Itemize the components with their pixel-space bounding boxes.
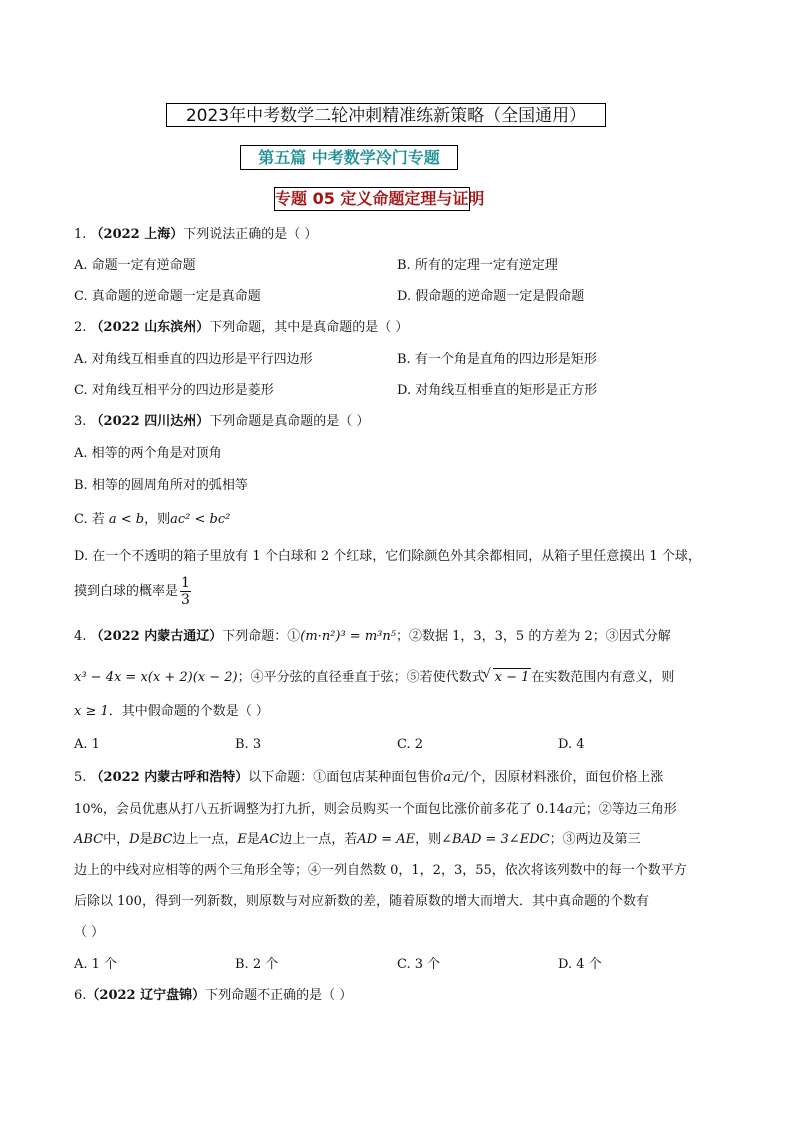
math-expression: AD = AE: [357, 832, 416, 847]
q5-option-d: D. 4 个: [558, 957, 602, 972]
part-title: 第五篇 中考数学冷门专题: [240, 145, 458, 170]
question-5-line-1: [74, 769, 663, 787]
math-expression: (m·n²)³ = m³n⁵: [300, 629, 396, 644]
q5-option-b: B. 2 个: [235, 957, 279, 972]
q1-option-c: C. 真命题的逆命题一定是真命题: [74, 289, 261, 304]
question-text: ；④平分弦的直径垂直于弦；⑤若使代数式: [237, 670, 485, 685]
q1-option-b: B. 所有的定理一定有逆定理: [397, 258, 558, 273]
question-text: 边上一点，: [172, 832, 238, 847]
question-stem: 下列命题是真命题的是（ ）: [209, 414, 370, 429]
question-4-line-3: [74, 703, 269, 721]
math-expression: ABC: [74, 832, 104, 847]
q5-option-c: C. 3 个: [397, 957, 441, 972]
question-text: ；②数据 1，3，3，5 的方差为 2；③因式分解: [395, 629, 671, 644]
math-expression: x ≥ 1: [74, 704, 109, 719]
question-text: 中，: [103, 832, 130, 847]
question-number: 6.: [74, 988, 87, 1003]
question-text: 在实数范围内有意义，则: [531, 670, 675, 685]
question-source: （2022 山东滨州）: [90, 320, 210, 335]
question-stem: 下列说法正确的是（ ）: [183, 227, 318, 242]
q2-option-a: A. 对角线互相垂直的四边形是平行四边形: [74, 352, 313, 367]
q3-option-d-line-2: [74, 575, 191, 608]
question-text: 以下命题：①面包店某种面包售价: [248, 770, 444, 785]
question-source: （2022 辽宁盘锦）: [86, 988, 206, 1003]
question-text: 元；②等边三角形: [572, 802, 677, 817]
fraction-numerator: 1: [181, 575, 190, 591]
question-number: 4.: [74, 629, 87, 644]
question-text: 下列命题：①: [222, 629, 301, 644]
question-4-line-2: [74, 668, 674, 687]
math-conclusion: ac² < bc²: [170, 512, 231, 527]
question-source: （2022 上海）: [90, 227, 184, 242]
question-text: 是: [139, 832, 153, 847]
question-6: [74, 987, 352, 1005]
question-5-line-5: 后除以 100，得到一列新数，则原数与对应新数的差，随着原数的增大而增大．其中真命题的个数有: [74, 894, 649, 909]
document-title: 2023年中考数学二轮冲刺精准练新策略（全国通用）: [166, 103, 606, 127]
math-expression: E: [237, 832, 247, 847]
question-source: （2022 内蒙古通辽）: [90, 629, 223, 644]
math-expression: ∠BAD = 3∠EDC: [441, 832, 550, 847]
q4-option-a: A. 1: [74, 737, 100, 752]
question-text: ；③两边及第三: [549, 832, 641, 847]
question-text: ．其中假命题的个数是（ ）: [108, 704, 269, 719]
question-source: （2022 四川达州）: [90, 414, 210, 429]
math-expression: BC: [152, 832, 173, 847]
q3-option-a: A. 相等的两个角是对顶角: [74, 446, 222, 461]
question-text: ，则: [415, 832, 442, 847]
question-4-line-1: [74, 628, 671, 646]
math-expression: AC: [259, 832, 280, 847]
q1-option-d: D. 假命题的逆命题一定是假命题: [397, 289, 585, 304]
question-text: 边上一点，若: [279, 832, 358, 847]
question-stem: 下列命题，其中是真命题的是（ ）: [209, 320, 409, 335]
question-5-line-3: [74, 831, 641, 849]
q5-option-a: A. 1 个: [74, 957, 118, 972]
option-connector: ，则: [144, 512, 171, 527]
square-root-expression: √ x − 1: [493, 668, 532, 687]
question-source: （2022 内蒙古呼和浩特）: [90, 770, 249, 785]
math-variable: a: [564, 802, 573, 817]
question-1: [74, 226, 317, 244]
question-text: 10%，会员优惠从打八五折调整为打九折，则会员购买一个面包比涨价前多花了 0.14: [74, 802, 565, 817]
question-5-line-2: [74, 801, 677, 819]
q4-option-c: C. 2: [397, 737, 424, 752]
q4-option-d: D. 4: [558, 737, 585, 752]
question-number: 1.: [74, 227, 87, 242]
question-text: 元/个，因原材料涨价，面包价格上涨: [451, 770, 664, 785]
fraction-denominator: 3: [181, 592, 190, 608]
question-stem: 下列命题不正确的是（ ）: [205, 988, 353, 1003]
math-variable: a: [443, 770, 452, 785]
question-number: 3.: [74, 414, 87, 429]
math-expression: x³ − 4x = x(x + 2)(x − 2): [74, 670, 238, 685]
q1-option-a: A. 命题一定有逆命题: [74, 258, 196, 273]
q2-option-d: D. 对角线互相垂直的矩形是正方形: [397, 383, 598, 398]
q3-option-d-line-1: D. 在一个不透明的箱子里放有 1 个白球和 2 个红球，它们除颜色外其余都相同，从箱子里任意摸出 1 个球，: [74, 549, 701, 564]
math-expression: D: [129, 832, 140, 847]
topic-title: 专题 05 定义命题定理与证明: [274, 187, 470, 211]
option-prefix: C. 若: [74, 512, 105, 527]
math-condition: a < b: [108, 512, 145, 527]
q4-option-b: B. 3: [235, 737, 262, 752]
q2-option-b: B. 有一个角是直角的四边形是矩形: [397, 352, 597, 367]
question-2: [74, 319, 408, 337]
q3-option-c: [74, 511, 230, 529]
question-5-line-6: （ ）: [74, 925, 105, 940]
question-number: 2.: [74, 320, 87, 335]
option-text: 摸到白球的概率是: [74, 584, 179, 599]
question-text: 是: [246, 832, 260, 847]
q2-option-c: C. 对角线互相平分的四边形是菱形: [74, 383, 274, 398]
question-5-line-4: 边上的中线对应相等的两个三角形全等；④一列自然数 0，1，2，3，55，依次将该列数中的每一个数平方: [74, 863, 687, 878]
q3-option-b: B. 相等的圆周角所对的弧相等: [74, 478, 248, 493]
question-number: 5.: [74, 770, 87, 785]
fraction: [180, 575, 191, 608]
question-3: [74, 413, 369, 431]
